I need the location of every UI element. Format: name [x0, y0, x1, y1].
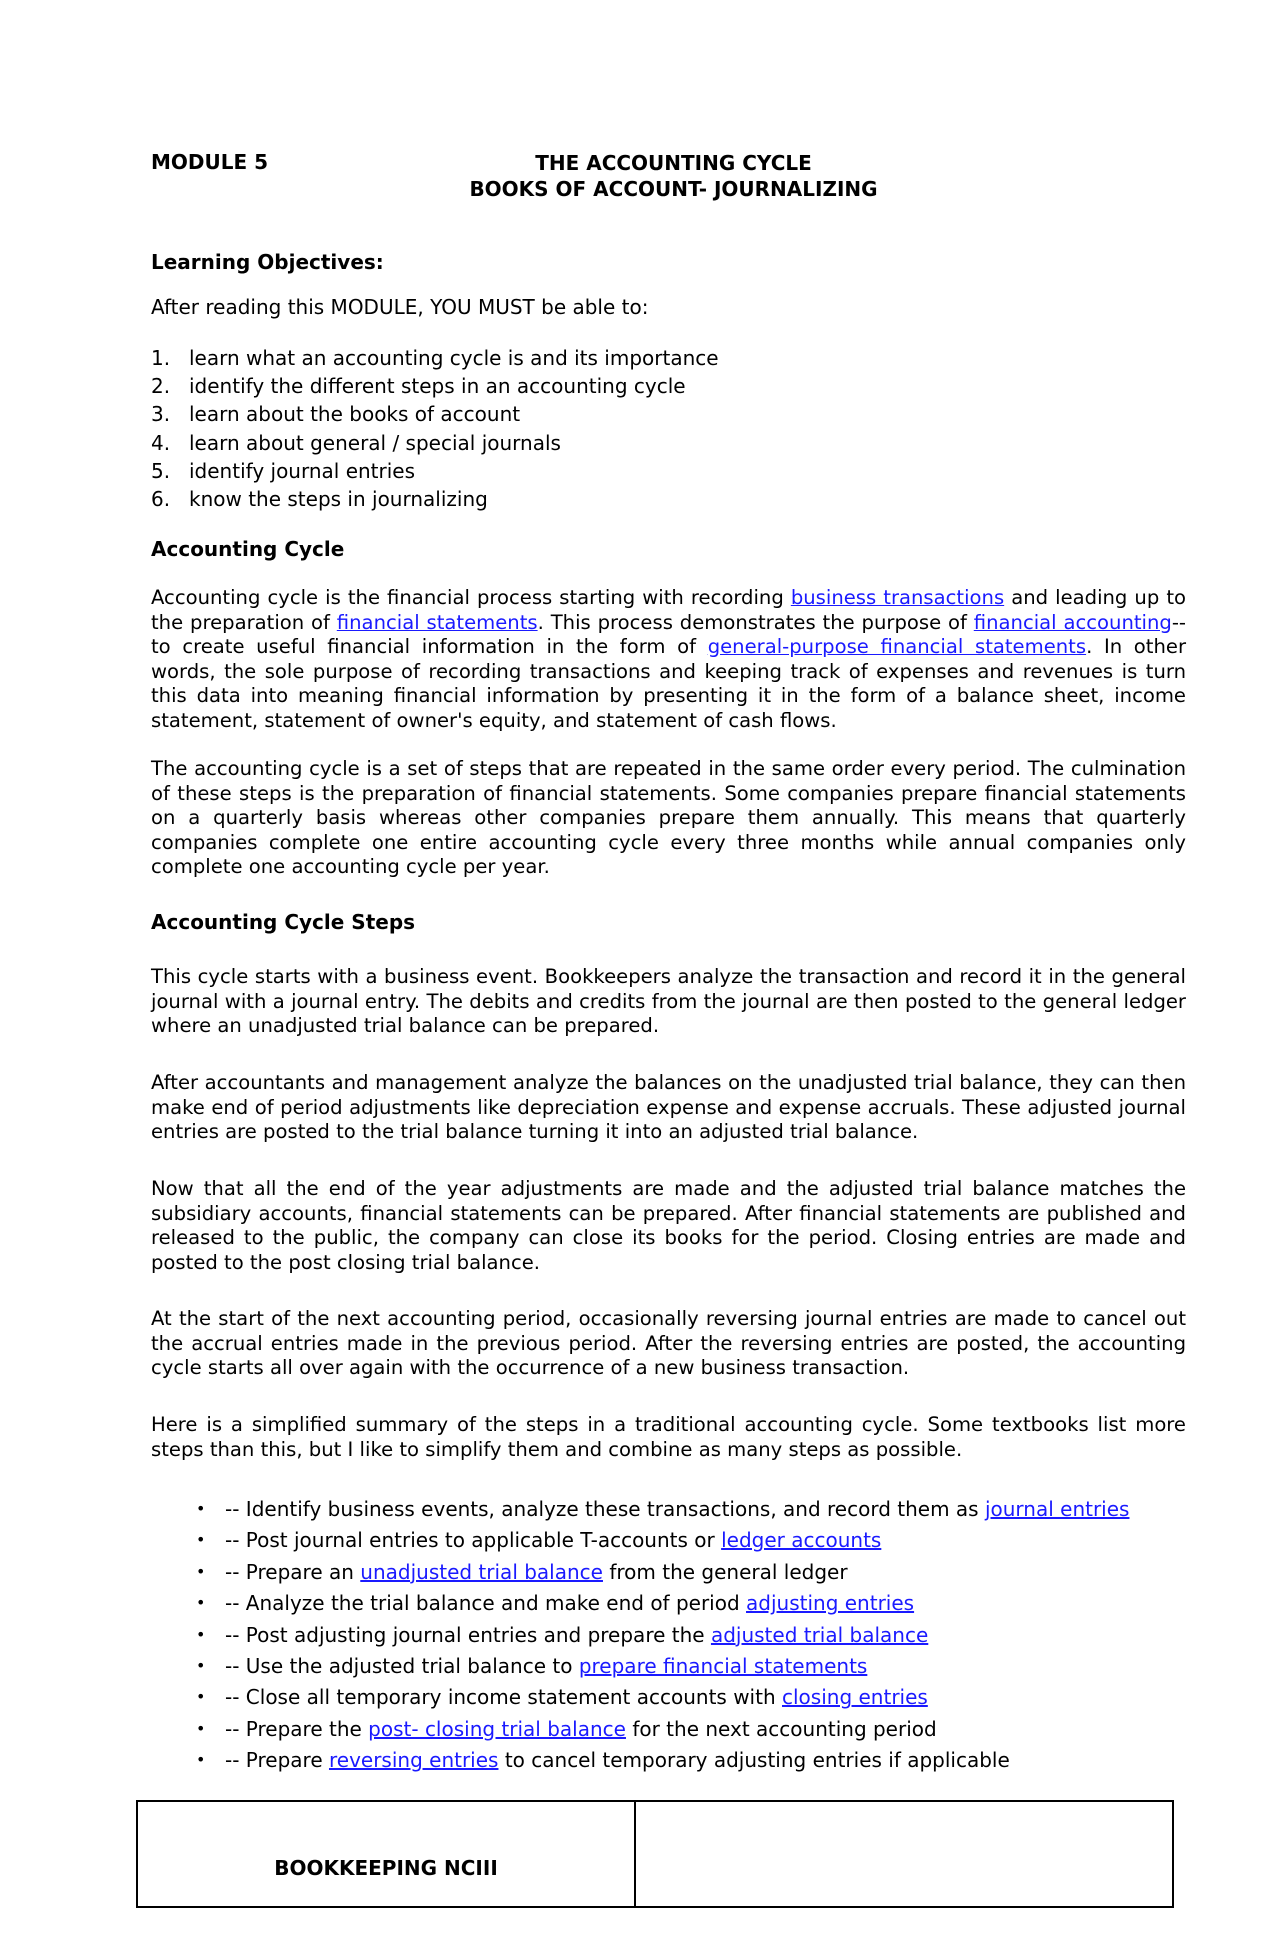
list-item: 6. know the steps in journalizing [151, 486, 488, 511]
title-line-2: BOOKS OF ACCOUNT- JOURNALIZING [469, 177, 878, 201]
steps-paragraph-5: Here is a simplified summary of the steps in a traditional accounting cycle. Some textbooks list more steps than this, but I like to simplify them and combine as many steps as possible. [151, 1413, 1186, 1461]
list-item: • -- Post journal entries to applicable T-accounts or ledger accounts [196, 1528, 882, 1553]
list-item: 2. identify the different steps in an accounting cycle [151, 374, 686, 399]
title-line-1: THE ACCOUNTING CYCLE [535, 151, 812, 175]
list-item: 4. learn about general / special journals [151, 430, 561, 455]
prepare-financial-statements-link[interactable]: prepare financial statements [578, 1653, 868, 1678]
steps-bullet-list [151, 1494, 1129, 1777]
footer-label: BOOKKEEPING NCIII [274, 1856, 498, 1880]
steps-paragraph-1: This cycle starts with a business event. Bookkeepers analyze the transaction and record it in the general journal with a journal entry. The debits and credits from the journal are then posted to the general ledger where an unadjusted trial balance can be prepared. [151, 965, 1186, 1037]
module-header [151, 150, 1186, 210]
ledger-accounts-link[interactable]: ledger accounts [721, 1528, 882, 1553]
module-number: MODULE 5 [151, 150, 269, 174]
list-item: • -- Close all temporary income statement accounts with closing entries [196, 1685, 928, 1710]
cycle-steps-heading: Accounting Cycle Steps [151, 910, 416, 934]
post-closing-trial-balance-link[interactable]: post- closing trial balance [368, 1716, 626, 1741]
list-item: 5. identify journal entries [151, 458, 416, 483]
list-item: 1. learn what an accounting cycle is and its importance [151, 346, 719, 370]
module-title [151, 150, 1186, 202]
closing-entries-link[interactable]: closing entries [782, 1685, 928, 1710]
journal-entries-link[interactable]: journal entries [984, 1497, 1130, 1521]
list-item: • -- Use the adjusted trial balance to prepare financial statements [196, 1653, 868, 1678]
accounting-cycle-paragraph-1: Accounting cycle is the financial process starting with recording business transactions and leading up to the preparation of financial statements. This process demonstrates the purpose of financial accounting--to create useful financial information in the form of general-purpose financial statements. In other words, the sole purpose of recording transactions and keeping track of expenses and revenues is turn this data into meaning financial information by presenting it in the form of a balance sheet, income statement, statement of owner's equity, and statement of cash flows. [151, 586, 1187, 732]
steps-paragraph-3: Now that all the end of the year adjustments are made and the adjusted trial balance matches the subsidiary accounts, financial statements can be prepared. After financial statements are published and released to the public, the company can close its books for the period. Closing entries are made and posted to the post closing trial balance. [151, 1177, 1186, 1274]
list-item: • -- Prepare reversing entries to cancel temporary adjusting entries if applicable [196, 1748, 1010, 1773]
list-item: • -- Prepare an unadjusted trial balance from the general ledger [196, 1559, 848, 1584]
business-transactions-link[interactable]: business transactions [790, 586, 1005, 609]
unadjusted-trial-balance-link[interactable]: unadjusted trial balance [360, 1559, 603, 1584]
objectives-intro: After reading this MODULE, YOU MUST be able to: [151, 295, 649, 319]
footer-table [136, 1800, 1174, 1908]
steps-paragraph-4: At the start of the next accounting period, occasionally reversing journal entries are made to cancel out the accrual entries made in the previous period. After the reversing entries are posted, the accounting cycle starts all over again with the occurrence of a new business transaction. [151, 1307, 1186, 1379]
accounting-cycle-paragraph-2: The accounting cycle is a set of steps that are repeated in the same order every period. The culmination of these steps is the preparation of financial statements. Some companies prepare financial statements on a quarterly basis whereas other companies prepare them annually. This means that quarterly companies complete one entire accounting cycle every three months while annual companies only complete one accounting cycle per year. [151, 757, 1186, 878]
financial-accounting-link[interactable]: financial accounting [973, 610, 1172, 634]
objectives-heading: Learning Objectives: [151, 250, 384, 274]
adjusting-entries-link[interactable]: adjusting entries [746, 1591, 915, 1616]
adjusted-trial-balance-link[interactable]: adjusted trial balance [710, 1622, 929, 1647]
accounting-cycle-heading: Accounting Cycle [151, 537, 345, 561]
steps-paragraph-2: After accountants and management analyze the balances on the unadjusted trial balance, they can then make end of period adjustments like depreciation expense and expense accruals. These adjusted journal entries are posted to the trial balance turning it into an adjusted trial balance. [151, 1071, 1186, 1143]
list-item: • -- Post adjusting journal entries and prepare the adjusted trial balance [196, 1622, 929, 1647]
financial-statements-link[interactable]: financial statements [336, 610, 538, 634]
list-item: 3. learn about the books of account [151, 402, 521, 427]
footer-left-cell [138, 1802, 636, 1906]
list-item: • -- Prepare the post- closing trial balance for the next accounting period [196, 1716, 937, 1741]
list-item: • -- Analyze the trial balance and make end of period adjusting entries [196, 1591, 915, 1616]
list-item: • -- Identify business events, analyze these transactions, and record them as journal entries [196, 1497, 1130, 1521]
objectives-list [151, 344, 719, 513]
reversing-entries-link[interactable]: reversing entries [328, 1748, 499, 1773]
general-purpose-financial-statements-link[interactable]: general-purpose financial statements [707, 635, 1087, 658]
